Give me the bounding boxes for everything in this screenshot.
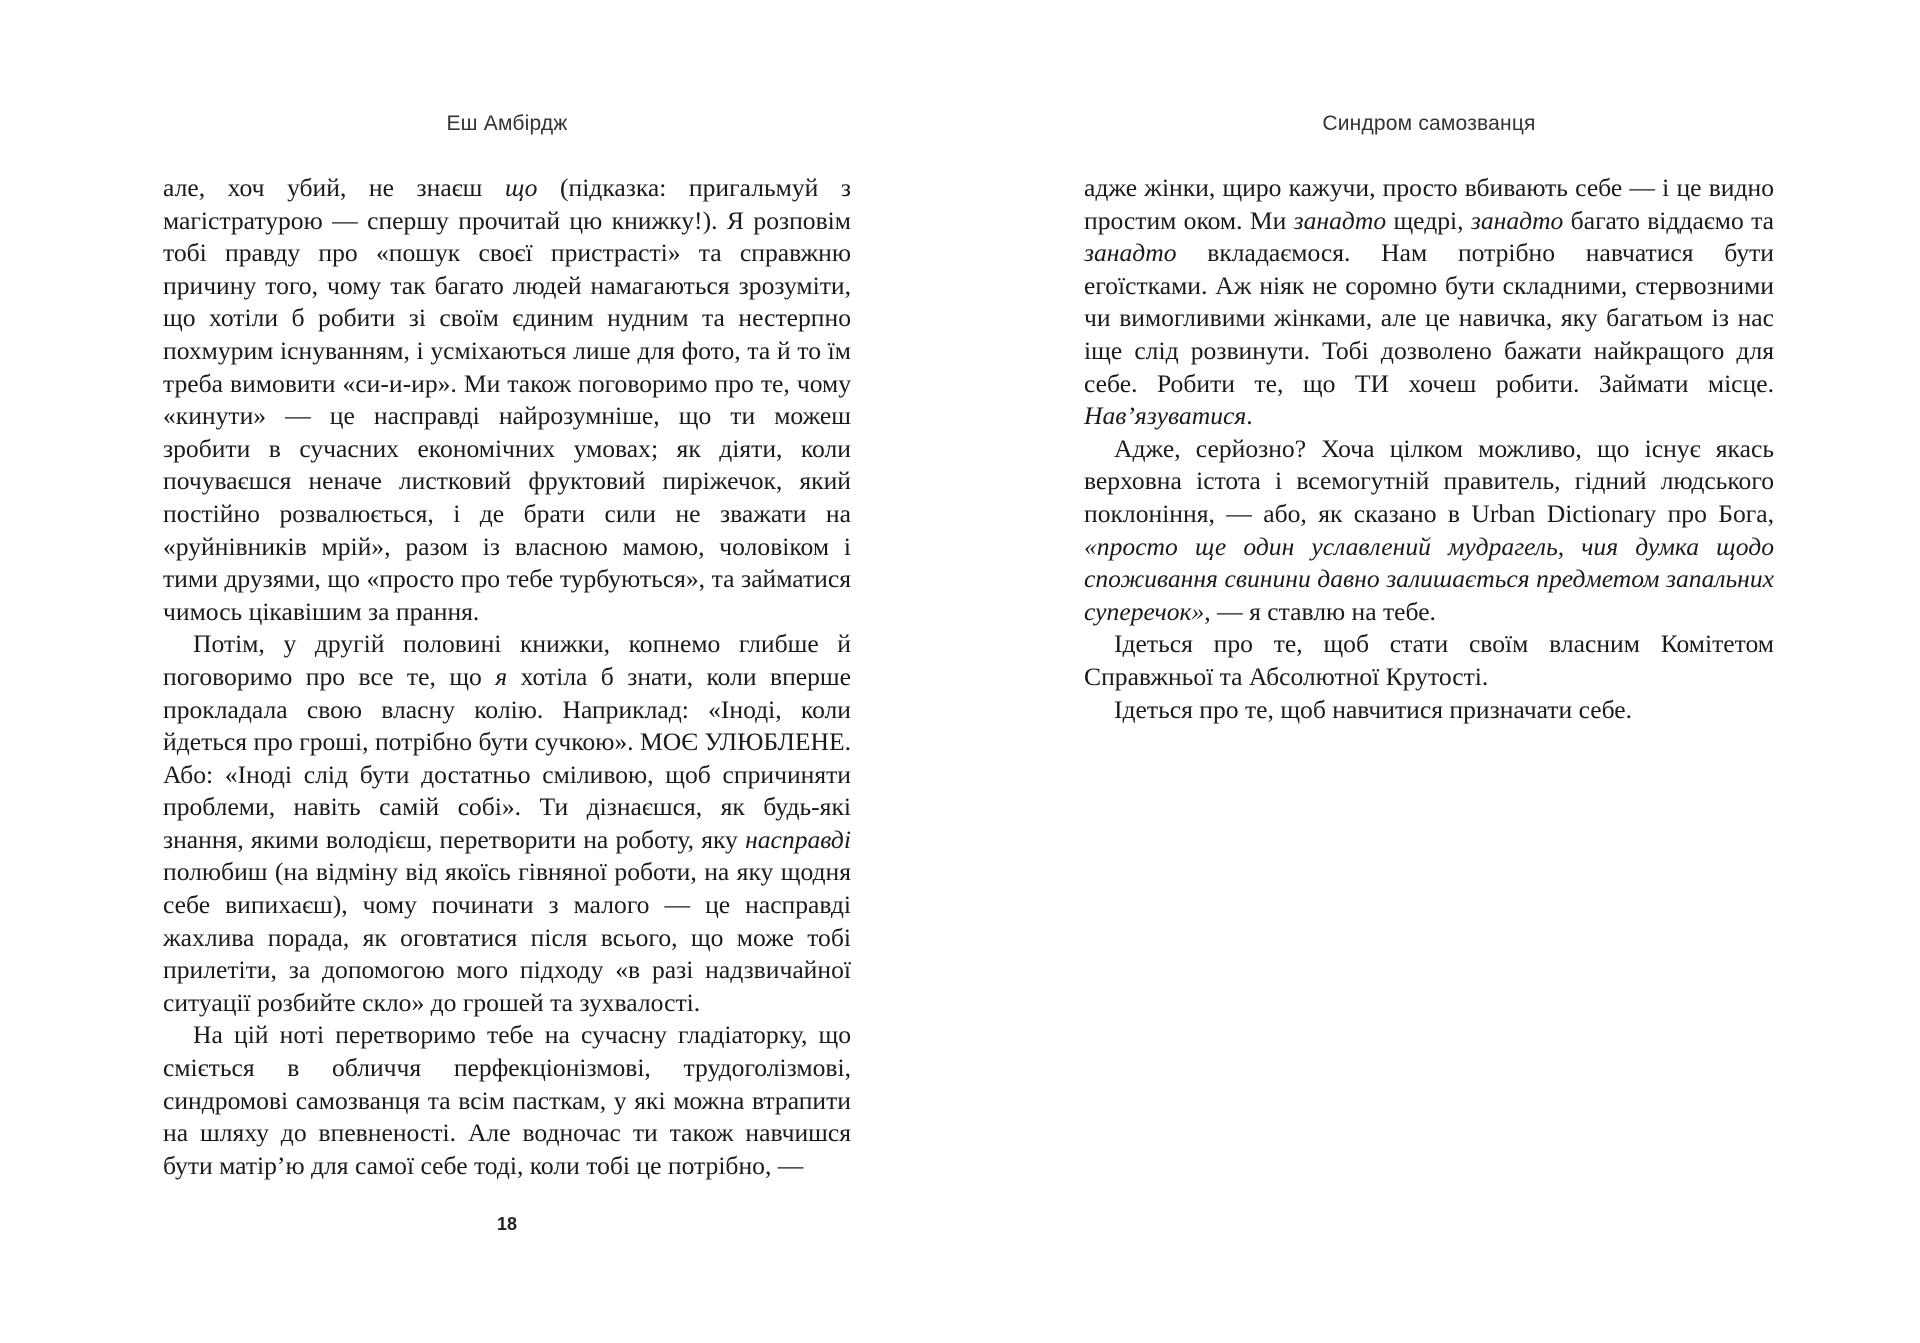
text-run: багато віддаємо та	[1563, 205, 1774, 235]
italic-run: занадто	[1293, 205, 1387, 235]
italic-run: занадто	[1084, 238, 1177, 268]
text-run: Адже, серйозно? Хоча цілком можливо, що існує якась верховна істота і всемогутній правитель, гідний людського поклоніння, — або, як сказано в Urban Dictionary про Бога,	[1084, 433, 1774, 528]
running-head-author: Еш Амбірдж	[446, 112, 568, 135]
text-run: (підказка: пригальмуй з магістратурою — спершу прочитай цю книжку!). Я розповім тобі правду про «пошук своєї пристрасті» та справжню причину того, чому так багато людей намагаються зрозуміти, що хотіли б робити зі своїм єдиним нудним та нестерпно похмурим існуванням, і усміхаються лише для фото, та й то їм треба вимовити «си-и-ир». Ми також поговоримо про те, чому «кинути» — це насправді найрозумніше, що ти можеш зробити в сучасних економічних умовах; як діяти, коли почуваєшся неначе листковий фруктовий пиріжечок, який постійно розвалюється, і де брати сили не зважати на «руйнівників мрій», разом із власною мамою, чоловіком і тими друзями, що «просто про тебе турбуються», та займатися чимось цікавішим за прання.	[163, 173, 852, 626]
text-run: адже жінки, щиро кажучи, просто вбивають себе — і це видно простим оком. Ми	[1084, 173, 1774, 235]
text-run: щедрі,	[1386, 205, 1471, 235]
italic-run: насправді	[745, 824, 851, 854]
paragraph	[163, 628, 851, 1019]
paragraph	[1084, 433, 1774, 629]
right-page	[1084, 0, 1774, 1343]
text-run: , — я ставлю на тебе.	[1204, 596, 1436, 626]
text-run: хотіла б знати, коли вперше прокладала свою власну колію. Наприклад: «Іноді, коли йдеться про гроші, потрібно бути сучкою». МОЄ УЛЮБЛЕНЕ. Або: «Іноді слід бути достатньо сміливою, щоб спричиняти проблеми, навіть самій собі». Ти дізнаєшся, як будь-які знання, якими володієш, перетворити на роботу, яку	[163, 661, 851, 854]
paragraph	[1084, 694, 1774, 727]
text-run: Ідеться про те, щоб стати своїм власним Комітетом Справжньої та Абсолютної Крутості.	[1084, 629, 1774, 691]
italic-run: я	[495, 661, 508, 691]
text-run: полюбиш (на відміну від якоїсь гівняної роботи, на яку щодня себе випихаєш), чому починати з малого — це насправді жахлива порада, як оговтатися після всього, що може тобі прилетіти, за допомогою мого підходу «в разі надзвичайної ситуації розбийте скло» до грошей та зухвалості.	[163, 857, 851, 1017]
italic-run: Нав’язуватися	[1084, 401, 1247, 431]
text-run: На цій ноті перетворимо тебе на сучасну гладіаторку, що сміється в обличчя перфекціонізмові, трудоголізмові, синдромові самозванця та всім пасткам, у які можна втрапити на шляху до впевненості. Але водночас ти також навчишся бути матір’ю для самої себе тоді, коли тобі це потрібно, —	[163, 1020, 851, 1180]
text-run: Потім, у другій половині книжки, копнемо глибше й поговоримо про все те, що	[163, 629, 851, 691]
paragraph	[163, 172, 851, 628]
paragraph	[1084, 628, 1774, 693]
running-head-title: Синдром самозванця	[1322, 112, 1536, 135]
paragraph	[1084, 172, 1774, 433]
page-number: 18	[496, 1214, 518, 1234]
paragraph	[163, 1019, 851, 1182]
text-run: Ідеться про те, щоб навчитися призначати себе.	[1114, 694, 1633, 724]
right-page-body	[1084, 172, 1774, 726]
left-page-body	[163, 172, 851, 1182]
italic-quote: «просто ще один уславлений мудрагель, чия думка щодо споживання свинини давно залишається предметом запальних суперечок»	[1084, 531, 1774, 626]
text-run: .	[1246, 401, 1253, 431]
text-run: але, хоч убий, не знаєш	[163, 173, 505, 202]
italic-run: що	[504, 173, 538, 202]
left-page	[163, 0, 851, 1343]
italic-run: занадто	[1470, 205, 1564, 235]
text-run: вкладаємося. Нам потрібно навчатися бути егоїстками. Аж ніяк не соромно бути складними, стервозними чи вимогливими жінками, але це навичка, яку багатьом із нас іще слід розвинути. Тобі дозволено бажати найкращого для себе. Робити те, що ТИ хочеш робити. Займати місце.	[1084, 238, 1774, 398]
